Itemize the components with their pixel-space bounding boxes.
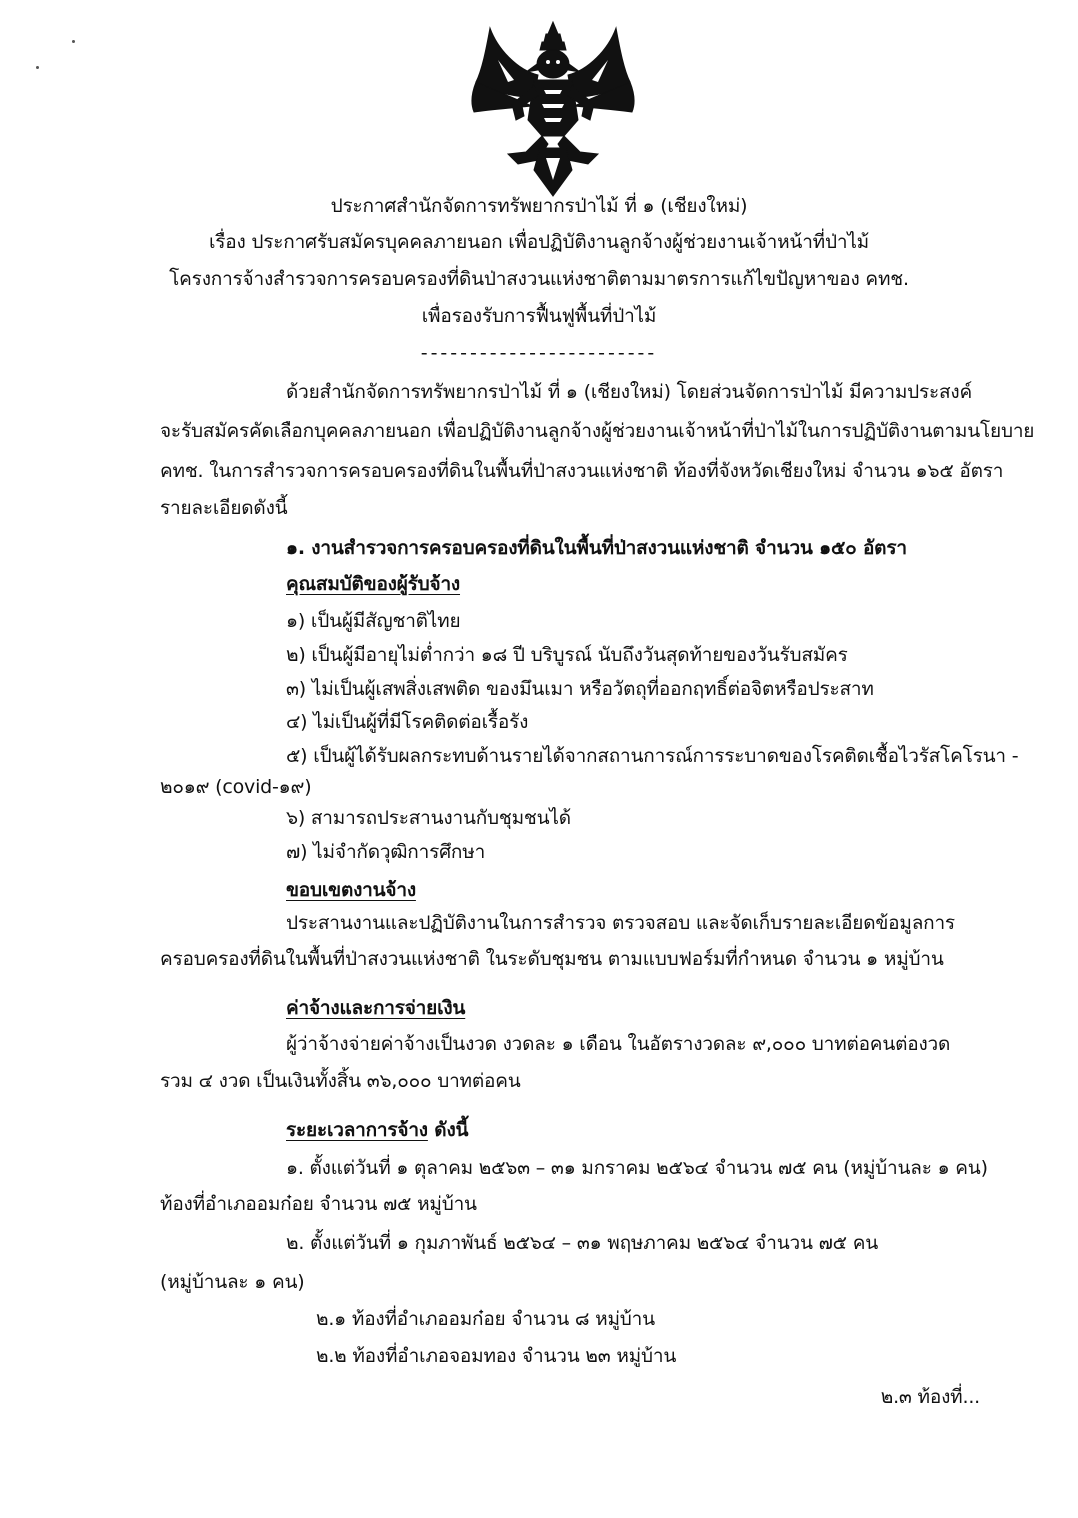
pay-text: รวม ๔ งวด เป็นเงินทั้งสิ้น ๓๖,๐๐๐ บาทต่อคน: [160, 1070, 521, 1092]
intro-line: จะรับสมัครคัดเลือกบุคคลภายนอก เพื่อปฏิบัติงานลูกจ้างผู้ช่วยงานเจ้าหน้าที่ป่าไม้ในการปฏิบัติงานตามนโยบาย: [160, 420, 1035, 442]
announcement-title: ประกาศสำนักจัดการทรัพยากรป่าไม้ ที่ ๑ (เชียงใหม่): [330, 195, 748, 217]
qualification-item-continued: ๒๐๑๙ (covid-๑๙): [160, 776, 312, 798]
period-item-continued: ท้องที่อำเภออมก๋อย จำนวน ๗๕ หมู่บ้าน: [160, 1193, 477, 1215]
scan-speck: [72, 40, 75, 43]
period-subitem: ๒.๒ ท้องที่อำเภอจอมทอง จำนวน ๒๓ หมู่บ้าน: [316, 1345, 677, 1367]
scan-speck: [36, 66, 39, 69]
announcement-subject: เรื่อง ประกาศรับสมัครบุคคลภายนอก เพื่อปฏิบัติงานลูกจ้างผู้ช่วยงานเจ้าหน้าที่ป่าไม้: [208, 231, 869, 253]
scope-text: ประสานงานและปฏิบัติงานในการสำรวจ ตรวจสอบ และจัดเก็บรายละเอียดข้อมูลการ: [286, 912, 955, 934]
period-item: ๒. ตั้งแต่วันที่ ๑ กุมภาพันธ์ ๒๕๖๔ – ๓๑ พฤษภาคม ๒๕๖๔ จำนวน ๗๕ คน: [286, 1232, 879, 1254]
qualification-item: ๔) ไม่เป็นผู้ที่มีโรคติดต่อเรื้อรัง: [286, 711, 529, 733]
scope-text: ครอบครองที่ดินในพื้นที่ป่าสงวนแห่งชาติ ในระดับชุมชน ตามแบบฟอร์มที่กำหนด จำนวน ๑ หมู่บ้าน: [160, 948, 944, 970]
intro-line: รายละเอียดดังนี้: [160, 497, 288, 519]
period-heading-suffix: ดังนี้: [427, 1119, 469, 1141]
announcement-project: โครงการจ้างสำรวจการครอบครองที่ดินป่าสงวนแห่งชาติตามมาตรการแก้ไขปัญหาของ คทช.: [169, 268, 909, 290]
title-separator: ------------------------: [420, 342, 658, 364]
pay-text: ผู้ว่าจ้างจ่ายค่าจ้างเป็นงวด งวดละ ๑ เดือน ในอัตรางวดละ ๙,๐๐๐ บาทต่อคนต่องวด: [286, 1033, 951, 1055]
qualification-item: ๕) เป็นผู้ได้รับผลกระทบด้านรายได้จากสถานการณ์การระบาดของโรคติดเชื้อไวรัสโคโรนา -: [286, 745, 1019, 767]
period-heading: ระยะเวลาการจ้าง: [286, 1119, 428, 1141]
period-subitem: ๒.๑ ท้องที่อำเภออมก๋อย จำนวน ๘ หมู่บ้าน: [316, 1308, 655, 1330]
qualification-item: ๓) ไม่เป็นผู้เสพสิ่งเสพติด ของมึนเมา หรือวัตถุที่ออกฤทธิ์ต่อจิตหรือประสาท: [286, 678, 874, 700]
qualification-item: ๗) ไม่จำกัดวุฒิการศึกษา: [286, 841, 486, 863]
intro-line: คทช. ในการสำรวจการครอบครองที่ดินในพื้นที่ป่าสงวนแห่งชาติ ท้องที่จังหวัดเชียงใหม่ จำนวน ๑๖๕ อัตรา: [160, 460, 1004, 482]
scope-heading: ขอบเขตงานจ้าง: [286, 879, 416, 901]
garuda-emblem-icon: [468, 20, 638, 198]
announcement-purpose: เพื่อรองรับการฟื้นฟูพื้นที่ป่าไม้: [421, 305, 657, 327]
qualification-item: ๒) เป็นผู้มีอายุไม่ต่ำกว่า ๑๘ ปี บริบูรณ์ นับถึงวันสุดท้ายของวันรับสมัคร: [286, 644, 848, 666]
page-continuation: ๒.๓ ท้องที่...: [880, 1386, 980, 1408]
qualification-item: ๖) สามารถประสานงานกับชุมชนได้: [286, 807, 571, 829]
pay-heading: ค่าจ้างและการจ่ายเงิน: [286, 997, 466, 1019]
period-item: ๑. ตั้งแต่วันที่ ๑ ตุลาคม ๒๕๖๓ – ๓๑ มกราคม ๒๕๖๔ จำนวน ๗๕ คน (หมู่บ้านละ ๑ คน): [286, 1157, 988, 1179]
qualification-item: ๑) เป็นผู้มีสัญชาติไทย: [286, 610, 461, 632]
period-heading-line: [286, 1117, 468, 1143]
intro-line: ด้วยสำนักจัดการทรัพยากรป่าไม้ ที่ ๑ (เชียงใหม่) โดยส่วนจัดการป่าไม้ มีความประสงค์: [286, 381, 972, 403]
period-item-continued: (หมู่บ้านละ ๑ คน): [160, 1271, 305, 1293]
section-heading: ๑. งานสำรวจการครอบครองที่ดินในพื้นที่ป่าสงวนแห่งชาติ จำนวน ๑๕๐ อัตรา: [286, 537, 907, 559]
qualifications-heading: คุณสมบัติของผู้รับจ้าง: [286, 573, 461, 595]
